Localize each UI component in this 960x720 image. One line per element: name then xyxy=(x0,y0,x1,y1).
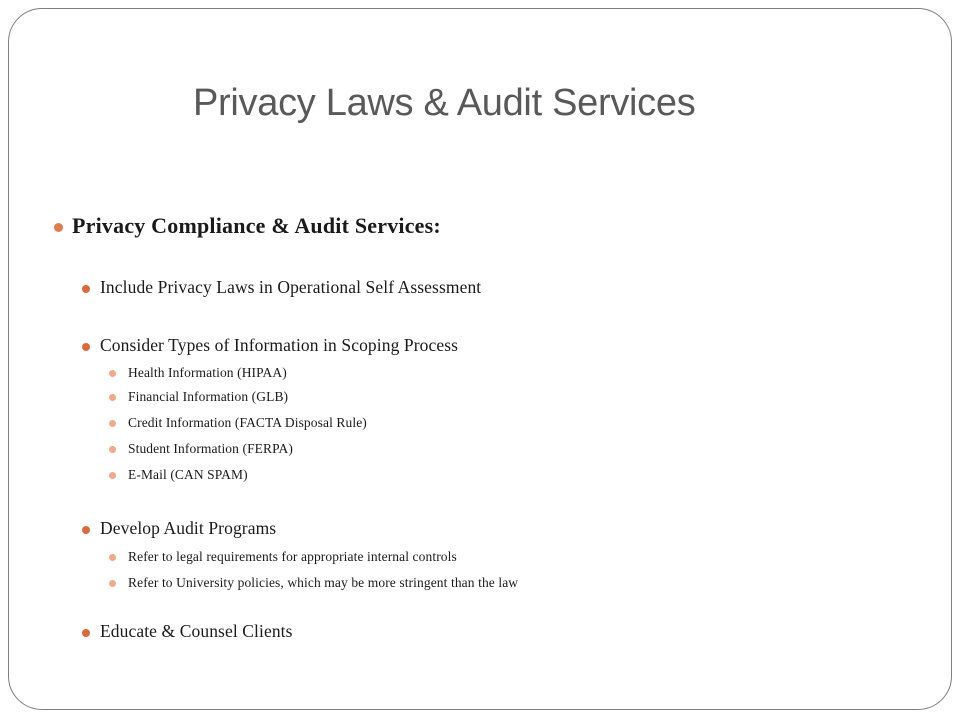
sub-list-item: E-Mail (CAN SPAM) xyxy=(128,467,248,482)
section-heading: Privacy Compliance & Audit Services: xyxy=(72,213,441,238)
bullet-icon xyxy=(82,629,90,637)
sub-bullet-icon xyxy=(109,580,116,587)
sub-bullet-icon xyxy=(109,446,116,453)
sub-bullet-icon xyxy=(109,370,116,377)
sub-list-item: Financial Information (GLB) xyxy=(128,389,289,404)
sub-list-item: Student Information (FERPA) xyxy=(128,441,293,456)
list-item: Educate & Counsel Clients xyxy=(100,621,293,641)
bullet-icon xyxy=(54,223,63,232)
sub-bullet-icon xyxy=(109,554,116,561)
bullet-icon xyxy=(82,343,90,351)
list-item: Consider Types of Information in Scoping Process xyxy=(100,335,459,355)
sub-bullet-icon xyxy=(109,420,116,427)
bullet-icon xyxy=(82,285,90,293)
slide-title: Privacy Laws & Audit Services xyxy=(193,82,696,124)
sub-list-item: Health Information (HIPAA) xyxy=(128,365,287,380)
bullet-icon xyxy=(82,526,90,534)
list-item: Develop Audit Programs xyxy=(100,518,277,538)
sub-bullet-icon xyxy=(109,394,116,401)
sub-list-item: Refer to University policies, which may be more stringent than the law xyxy=(128,575,519,590)
sub-bullet-icon xyxy=(109,472,116,479)
list-item: Include Privacy Laws in Operational Self Assessment xyxy=(100,277,482,297)
sub-list-item: Refer to legal requirements for appropriate internal controls xyxy=(128,549,457,564)
sub-list-item: Credit Information (FACTA Disposal Rule) xyxy=(128,415,367,430)
